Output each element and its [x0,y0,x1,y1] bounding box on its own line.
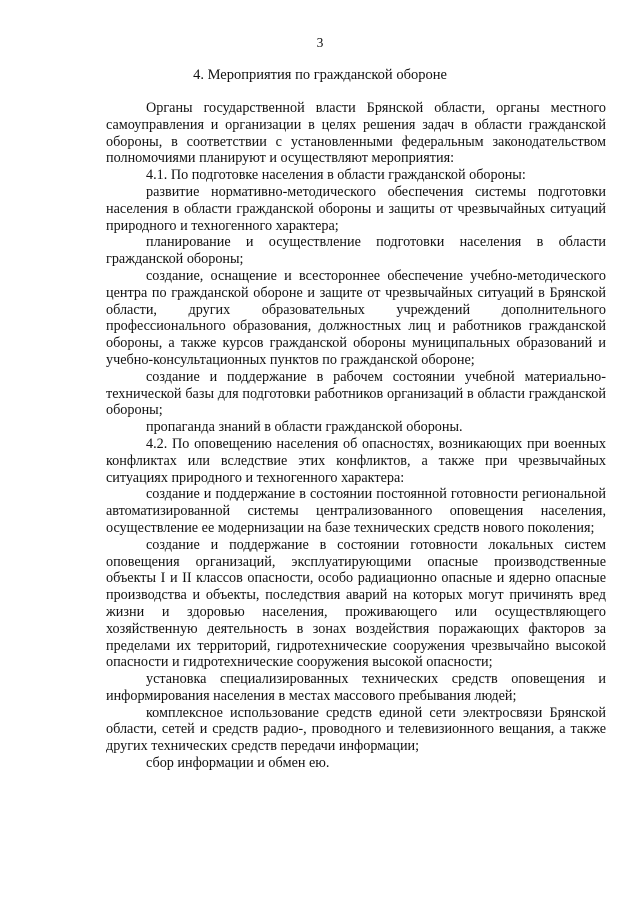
section-title: 4. Мероприятия по гражданской обороне [193,67,447,83]
paragraph-item: сбор информации и обмен ею. [146,755,330,772]
paragraph-item: развитие нормативно-методического обеспечения системы подготовки населения в области гражданской обороны и защиты от чрезвычайных ситуаций природного и техногенного характера; [106,183,606,234]
body-text [106,100,606,772]
paragraph-item: пропаганда знаний в области гражданской обороны. [146,419,463,436]
paragraph-intro: Органы государственной власти Брянской области, органы местного самоуправления и организации в целях решения задач в области гражданской обороны, в соответствии с установленными федеральным законодательством полномочиями планируют и осуществляют мероприятия: [106,100,606,167]
paragraph-item: комплексное использование средств единой сети электросвязи Брянской области, сетей и средств радио-, проводного и телевизионного вещания, а также других технических средств передачи информации; [106,704,606,755]
paragraph-item: создание, оснащение и всестороннее обеспечение учебно-методического центра по гражданской обороне и защите от чрезвычайных ситуаций в Брянской области, других образовательных учреждений дополнительного профессионального образования, должностных лиц и работников гражданской обороны, а также курсов гражданской обороны муниципальных образований и учебно-консультационных пунктов по гражданской обороне; [106,267,606,368]
paragraph-4-1-heading: 4.1. По подготовке населения в области гражданской обороны: [146,167,526,184]
paragraph-item: создание и поддержание в состоянии готовности локальных систем оповещения организаций, эксплуатирующими опасные производственные объекты I и II классов опасности, особо радиационно опасные и ядерно опасные производства и объекты, последствия аварий на которых могут причинять вред жизни и здоровью населения, проживающего или осуществляющего хозяйственную деятельность в зонах воздействия поражающих факторов за пределами их территорий, гидротехнические сооружения чрезвычайно высокой опасности и гидротехнические сооружения высокой опасности; [106,536,606,671]
paragraph-item: установка специализированных технических средств оповещения и информирования населения в местах массового пребывания людей; [106,671,606,704]
paragraph-item: создание и поддержание в рабочем состоянии учебной материально-технической базы для подготовки работников организаций в области гражданской обороны; [106,368,606,419]
paragraph-item: планирование и осуществление подготовки населения в области гражданской обороны; [106,234,606,268]
paragraph-item: создание и поддержание в состоянии постоянной готовности региональной автоматизированной системы централизованного оповещения населения, осуществление ее модернизации на базе технических средств нового поколения; [106,486,606,536]
paragraph-4-2-heading: 4.2. По оповещению населения об опасностях, возникающих при военных конфликтах или вследствие этих конфликтов, а также при чрезвычайных ситуациях природного и техногенного характера: [106,435,606,486]
page-number: 3 [316,35,324,50]
